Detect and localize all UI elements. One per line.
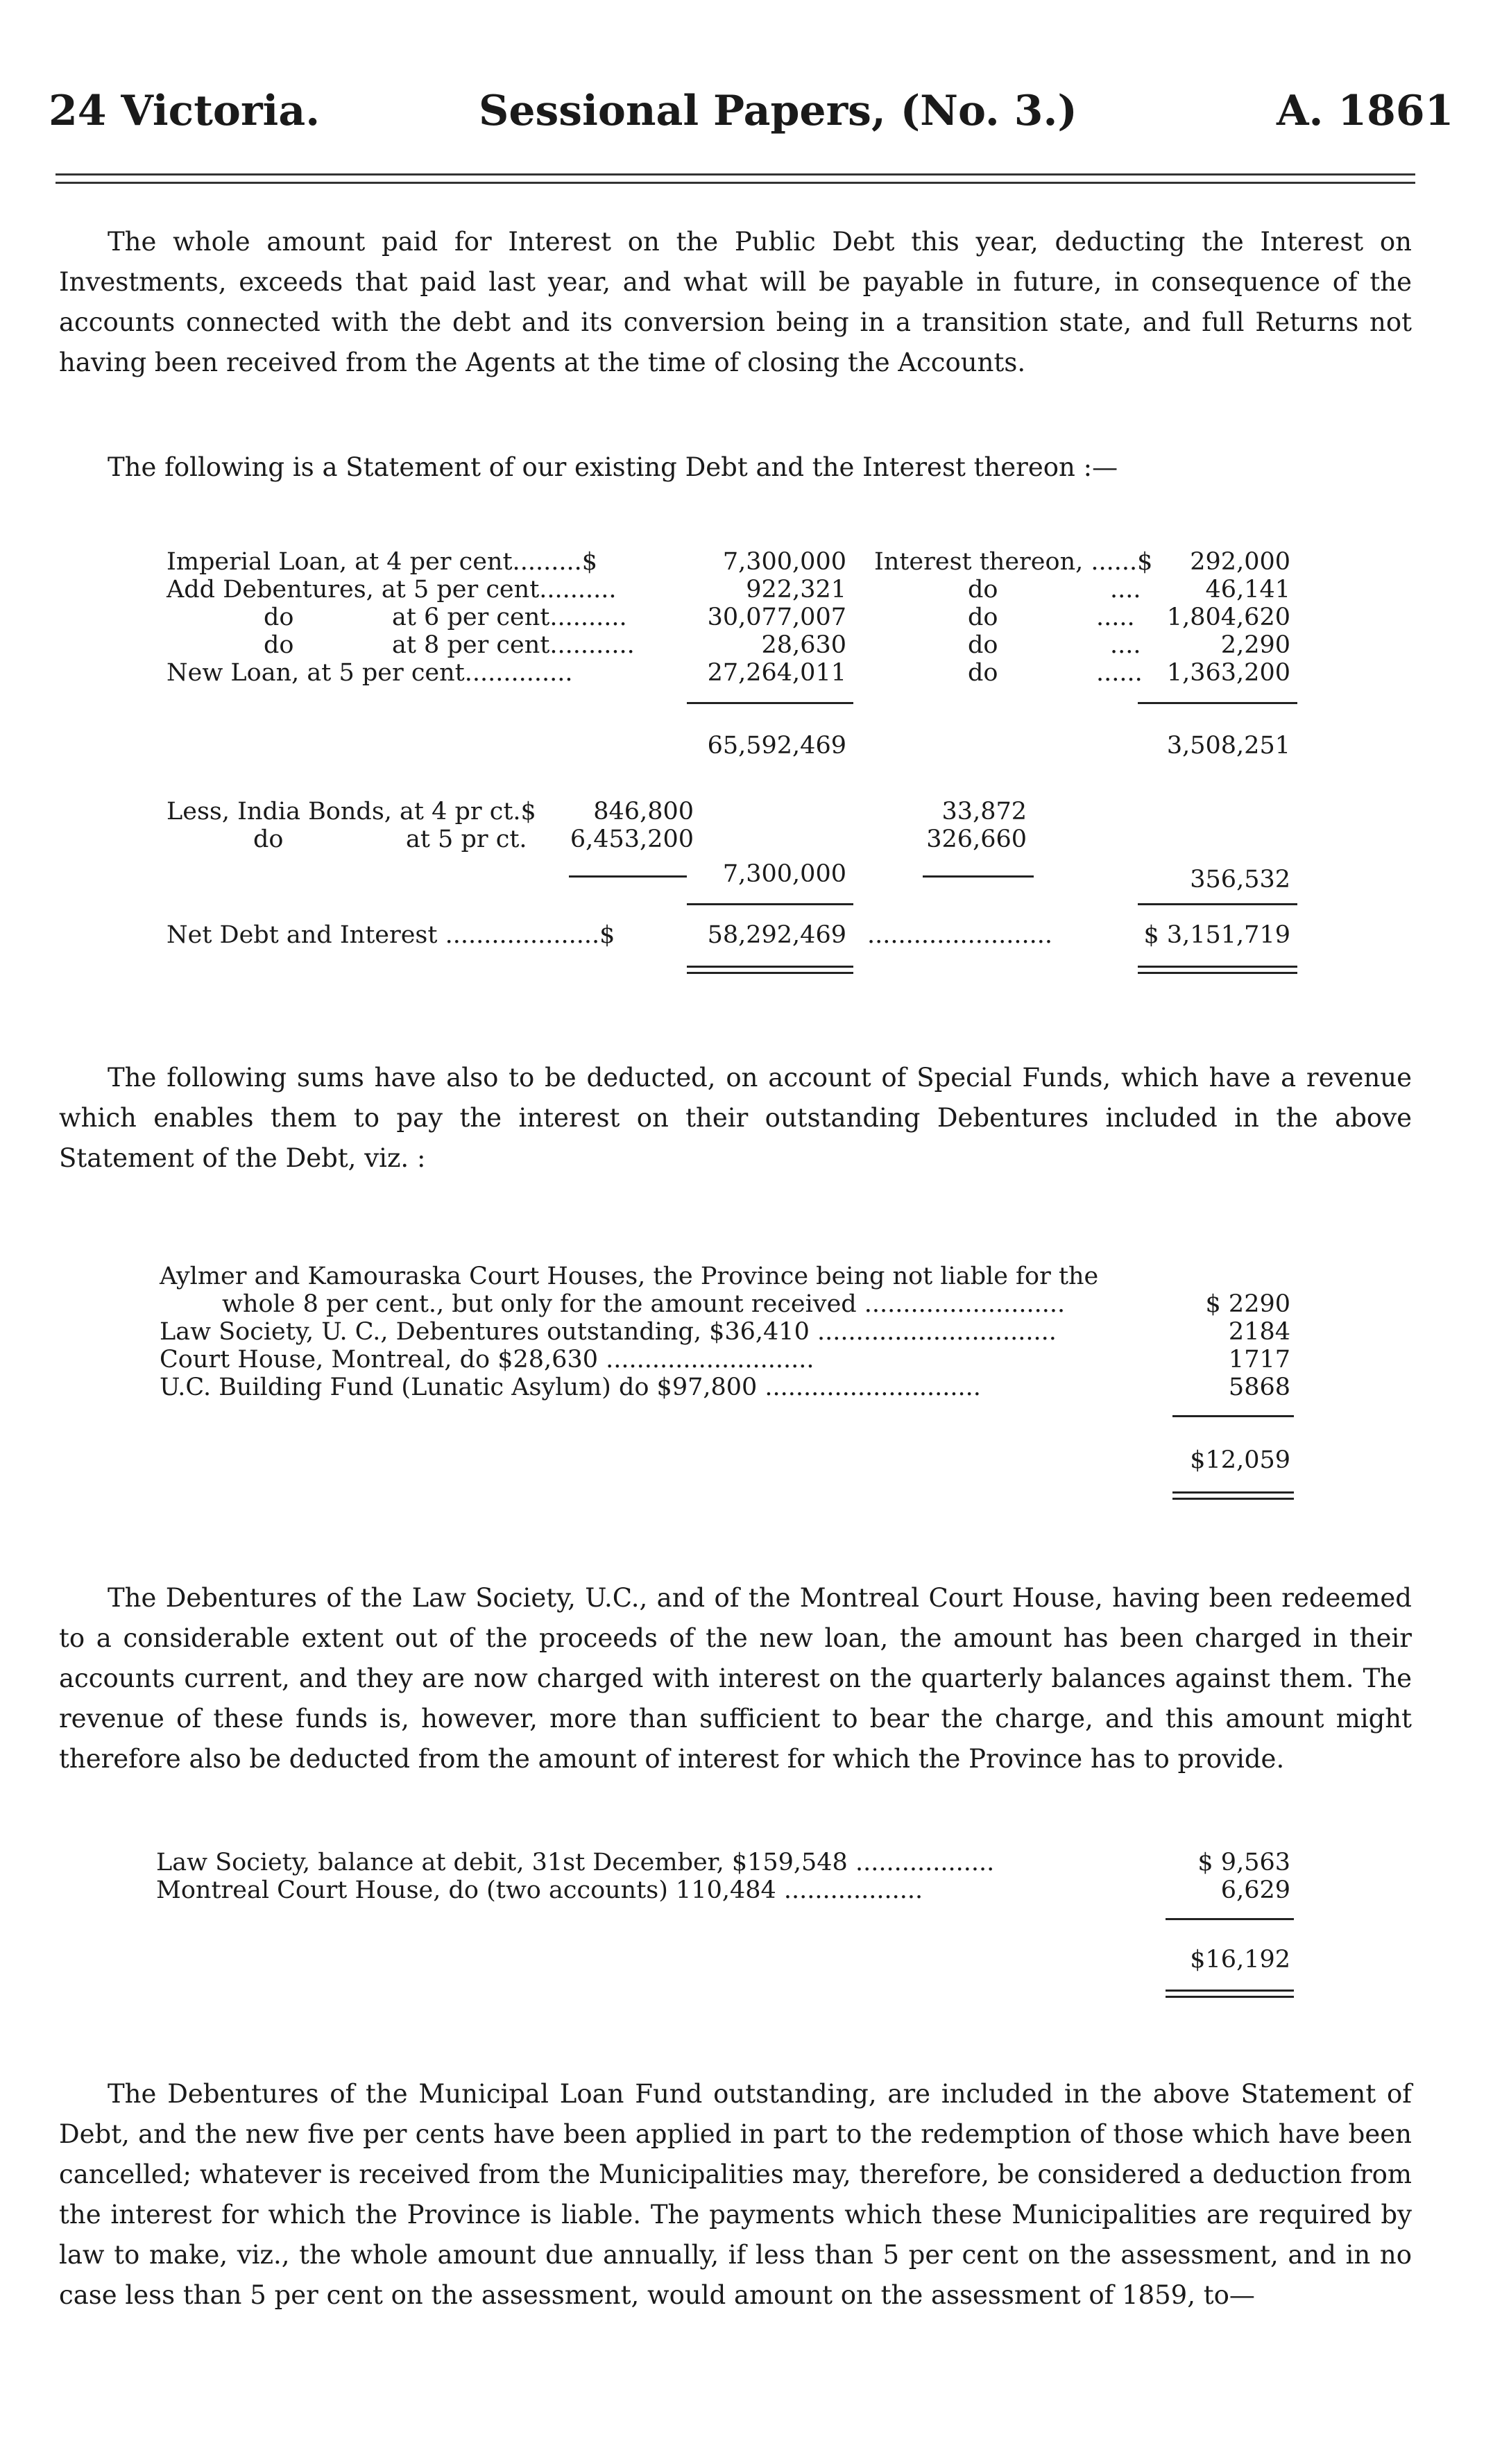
fund-row-label: Court House, Montreal, do $28,630 ........................... bbox=[160, 1346, 814, 1374]
less-sub-rule bbox=[569, 875, 687, 878]
net-dots: ........................ bbox=[867, 921, 1053, 949]
header-title: Sessional Papers, (No. 3.) bbox=[479, 87, 1077, 135]
subtotal-rule bbox=[687, 702, 853, 704]
less-total: 7,300,000 bbox=[722, 860, 846, 888]
paragraph-municipal-loan bbox=[59, 2074, 1412, 2316]
paragraph-interest-note bbox=[59, 222, 1412, 383]
less-row-sub: 846,800 bbox=[593, 798, 694, 825]
fund-row-label: Aylmer and Kamouraska Court Houses, the Province being not liable for the bbox=[160, 1263, 1099, 1290]
header-session: 24 Victoria. bbox=[49, 87, 321, 135]
debt-row-label: New Loan, at 5 per cent.............. bbox=[167, 659, 573, 687]
fund-row-value: $ 2290 bbox=[1205, 1290, 1290, 1318]
debt-row-interest: 292,000 bbox=[1190, 548, 1290, 576]
debt-row-interest-label: do bbox=[968, 604, 998, 631]
less-row-sub: 6,453,200 bbox=[570, 825, 694, 853]
debt-row-interest: 2,290 bbox=[1220, 631, 1290, 659]
less-row-interest-sub: 33,872 bbox=[941, 798, 1027, 825]
debt-row-amount: 30,077,007 bbox=[707, 604, 846, 631]
paragraph-text: The whole amount paid for Interest on the Public Debt this year, deducting the Interest on Investments, exceeds that paid last year, and what will be payable in future, in consequence of the accounts connected with the debt and its conversion being in a transition state, and full Returns not having been received from the Agents at the time of closing the Accounts. bbox=[59, 227, 1412, 377]
debt-row-label: at 6 per cent.......... bbox=[392, 604, 627, 631]
balance-total-double-rule bbox=[1166, 1990, 1294, 1998]
net-double-rule bbox=[1138, 966, 1297, 974]
fund-row-label: Law Society, U. C., Debentures outstanding, $36,410 ............................... bbox=[160, 1318, 1057, 1346]
less-row-interest-sub: 326,660 bbox=[926, 825, 1027, 853]
fund-total: $12,059 bbox=[1190, 1446, 1290, 1474]
debt-total-interest: 3,508,251 bbox=[1166, 732, 1290, 760]
paragraph-statement-intro bbox=[59, 447, 1412, 488]
net-double-rule bbox=[687, 966, 853, 974]
net-rule bbox=[687, 903, 853, 905]
debt-row-ditto: do bbox=[264, 631, 294, 659]
debt-row-interest: 1,804,620 bbox=[1166, 604, 1290, 631]
fund-total-double-rule bbox=[1172, 1491, 1294, 1500]
debt-row-amount: 28,630 bbox=[761, 631, 846, 659]
balance-total: $16,192 bbox=[1190, 1946, 1290, 1974]
net-label: Net Debt and Interest ....................$ bbox=[167, 921, 615, 949]
debt-row-interest-dots: .... bbox=[1110, 631, 1141, 659]
less-sub-rule bbox=[923, 875, 1034, 878]
debt-total-amount: 65,592,469 bbox=[707, 732, 846, 760]
debt-row-label: at 8 per cent........... bbox=[392, 631, 635, 659]
debt-row-label: Imperial Loan, at 4 per cent.........$ bbox=[167, 548, 597, 576]
less-row-label: Less, India Bonds, at 4 pr ct.$ bbox=[167, 798, 536, 825]
less-row-label: at 5 pr ct. bbox=[406, 825, 527, 853]
paragraph-text: The following sums have also to be deducted, on account of Special Funds, which have a revenue which enables them to pay the interest on their outstanding Debentures included in the above Statement of the Debt, viz. : bbox=[59, 1063, 1412, 1173]
balance-row-label: Law Society, balance at debit, 31st December, $159,548 .................. bbox=[156, 1849, 995, 1876]
paragraph-special-funds bbox=[59, 1058, 1412, 1179]
fund-row-value: 1717 bbox=[1228, 1346, 1290, 1374]
fund-row-label: U.C. Building Fund (Lunatic Asylum) do $97,800 ............................ bbox=[160, 1374, 981, 1401]
debt-row-ditto: do bbox=[264, 604, 294, 631]
fund-row-value: 5868 bbox=[1228, 1374, 1290, 1401]
less-interest-total: 356,532 bbox=[1190, 866, 1290, 893]
debt-row-interest-dots: .... bbox=[1110, 576, 1141, 604]
net-rule bbox=[1138, 903, 1297, 905]
debt-row-interest: 1,363,200 bbox=[1166, 659, 1290, 687]
debt-row-amount: 27,264,011 bbox=[707, 659, 846, 687]
paragraph-text: The following is a Statement of our existing Debt and the Interest thereon :— bbox=[108, 452, 1118, 482]
debt-row-interest-label: Interest thereon, ......$ bbox=[874, 548, 1153, 576]
debt-row-amount: 922,321 bbox=[746, 576, 846, 604]
debt-row-interest: 46,141 bbox=[1205, 576, 1290, 604]
balance-row-value: $ 9,563 bbox=[1197, 1849, 1290, 1876]
net-amount: 58,292,469 bbox=[707, 921, 846, 949]
fund-total-rule bbox=[1172, 1415, 1294, 1417]
balance-row-label: Montreal Court House, do (two accounts) 110,484 .................. bbox=[156, 1876, 923, 1904]
debt-row-interest-dots: ...... bbox=[1096, 659, 1143, 687]
balance-row-value: 6,629 bbox=[1220, 1876, 1290, 1904]
paragraph-law-society bbox=[59, 1578, 1412, 1779]
debt-row-interest-label: do bbox=[968, 659, 998, 687]
header-year: A. 1861 bbox=[1277, 87, 1454, 135]
debt-row-interest-label: do bbox=[968, 576, 998, 604]
less-row-ditto: do bbox=[253, 825, 284, 853]
fund-row-label: whole 8 per cent., but only for the amount received .......................... bbox=[222, 1290, 1066, 1318]
header-rule-bottom bbox=[56, 182, 1415, 184]
paragraph-text: The Debentures of the Law Society, U.C., and of the Montreal Court House, having been redeemed to a considerable extent out of the proceeds of the new loan, the amount has been charged in their accounts current, and they are now charged with interest on the quarterly balances against them. The revenue of these funds is, however, more than sufficient to bear the charge, and this amount might therefore also be deducted from the amount of interest for which the Province has to provide. bbox=[59, 1583, 1412, 1774]
net-interest: $ 3,151,719 bbox=[1143, 921, 1290, 949]
debt-row-interest-label: do bbox=[968, 631, 998, 659]
subtotal-rule bbox=[1138, 702, 1297, 704]
balance-total-rule bbox=[1166, 1918, 1294, 1920]
paragraph-text: The Debentures of the Municipal Loan Fund outstanding, are included in the above Statement of Debt, and the new five per cents have been applied in part to the redemption of those which have been cancelled; whatever is received from the Municipalities may, therefore, be considered a deduction from the interest for which the Province is liable. The payments which these Municipalities are required by law to make, viz., the whole amount due annually, if less than 5 per cent on the assessment, and in no case less than 5 per cent on the assessment, would amount on the assessment of 1859, to— bbox=[59, 2079, 1412, 2310]
debt-row-amount: 7,300,000 bbox=[722, 548, 846, 576]
header-rule-top bbox=[56, 173, 1415, 176]
fund-row-value: 2184 bbox=[1228, 1318, 1290, 1346]
debt-row-label: Add Debentures, at 5 per cent.......... bbox=[167, 576, 617, 604]
debt-row-interest-dots: ..... bbox=[1096, 604, 1135, 631]
